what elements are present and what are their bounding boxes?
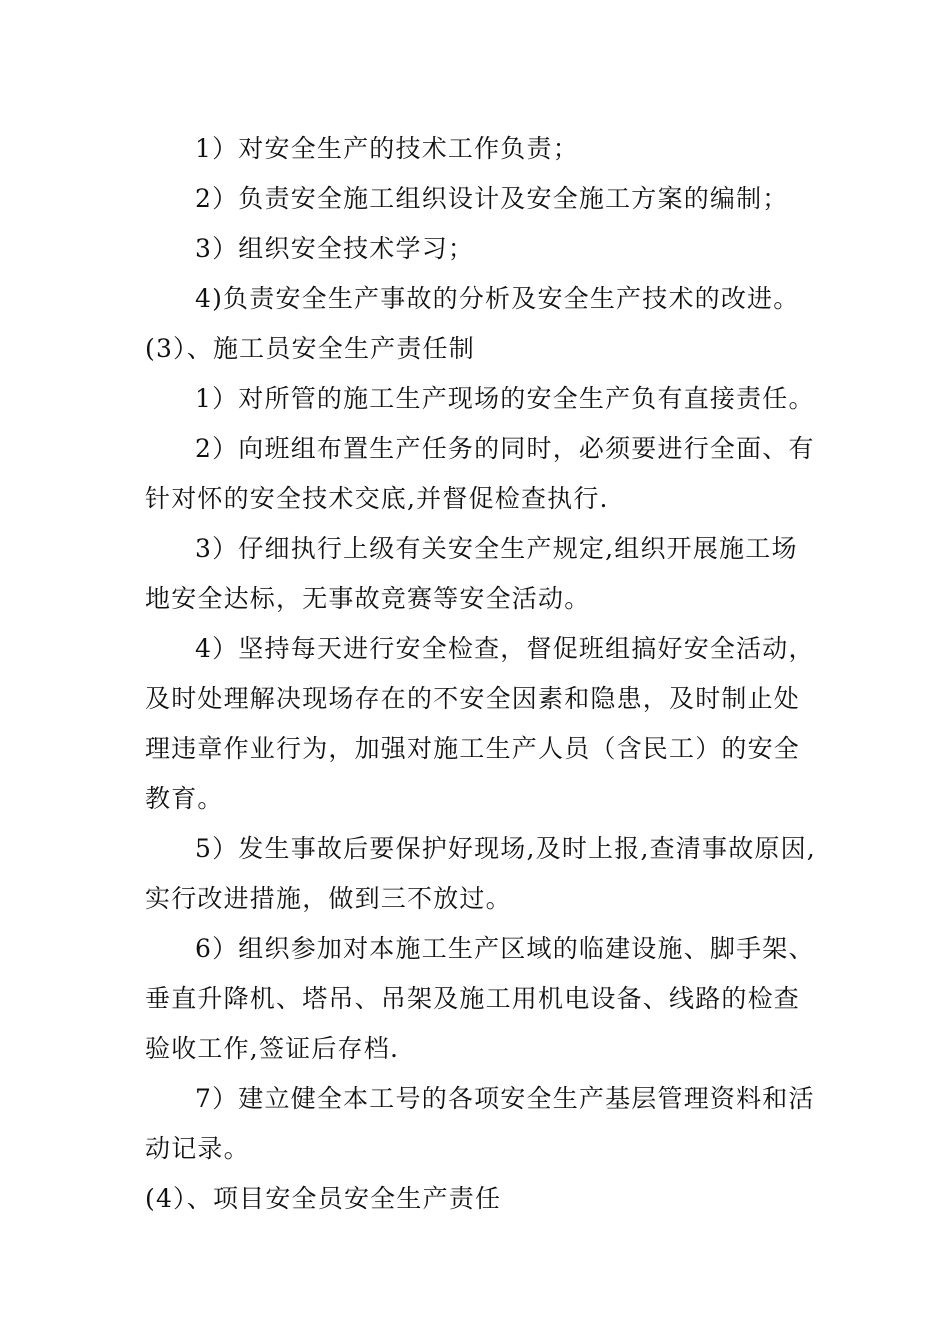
list-item-1: 1）对所管的施工生产现场的安全生产负有直接责任。 (195, 384, 815, 413)
list-item-2: 2）向班组布置生产任务的同时，必须要进行全面、有 (195, 434, 815, 463)
list-item-4: 4)负责安全生产事故的分析及安全生产技术的改进。 (195, 284, 800, 313)
list-item-3: 3）仔细执行上级有关安全生产规定,组织开展施工场 (195, 534, 798, 563)
list-item-7: 7）建立健全本工号的各项安全生产基层管理资料和活 (195, 1084, 815, 1113)
list-item-3-continuation: 地安全达标，无事故竞赛等安全活动。 (145, 584, 591, 613)
list-item-2: 2）负责安全施工组织设计及安全施工方案的编制； (195, 184, 789, 213)
list-item-6-continuation: 验收工作,签证后存档. (145, 1034, 400, 1063)
list-item-4-continuation: 理违章作业行为，加强对施工生产人员（含民工）的安全 (145, 734, 801, 763)
section-heading-4: (4）、项目安全员安全生产责任 (145, 1184, 502, 1213)
list-item-4-continuation: 及时处理解决现场存在的不安全因素和隐患，及时制止处 (145, 684, 801, 713)
list-item-4: 4）坚持每天进行安全检查，督促班组搞好安全活动， (195, 634, 815, 663)
list-item-4-continuation: 教育。 (145, 784, 224, 813)
list-item-1: 1）对安全生产的技术工作负责； (195, 134, 579, 163)
list-item-5: 5）发生事故后要保护好现场,及时上报,查清事故原因, (195, 834, 816, 863)
section-heading-3: (3）、施工员安全生产责任制 (145, 334, 475, 363)
list-item-2-continuation: 针对怀的安全技术交底,并督促检查执行. (145, 484, 609, 513)
list-item-3: 3）组织安全技术学习； (195, 234, 475, 263)
list-item-6: 6）组织参加对本施工生产区域的临建设施、脚手架、 (195, 934, 815, 963)
list-item-7-continuation: 动记录。 (145, 1134, 250, 1163)
list-item-5-continuation: 实行改进措施，做到三不放过。 (145, 884, 512, 913)
list-item-6-continuation: 垂直升降机、塔吊、吊架及施工用机电设备、线路的检查 (145, 984, 801, 1013)
